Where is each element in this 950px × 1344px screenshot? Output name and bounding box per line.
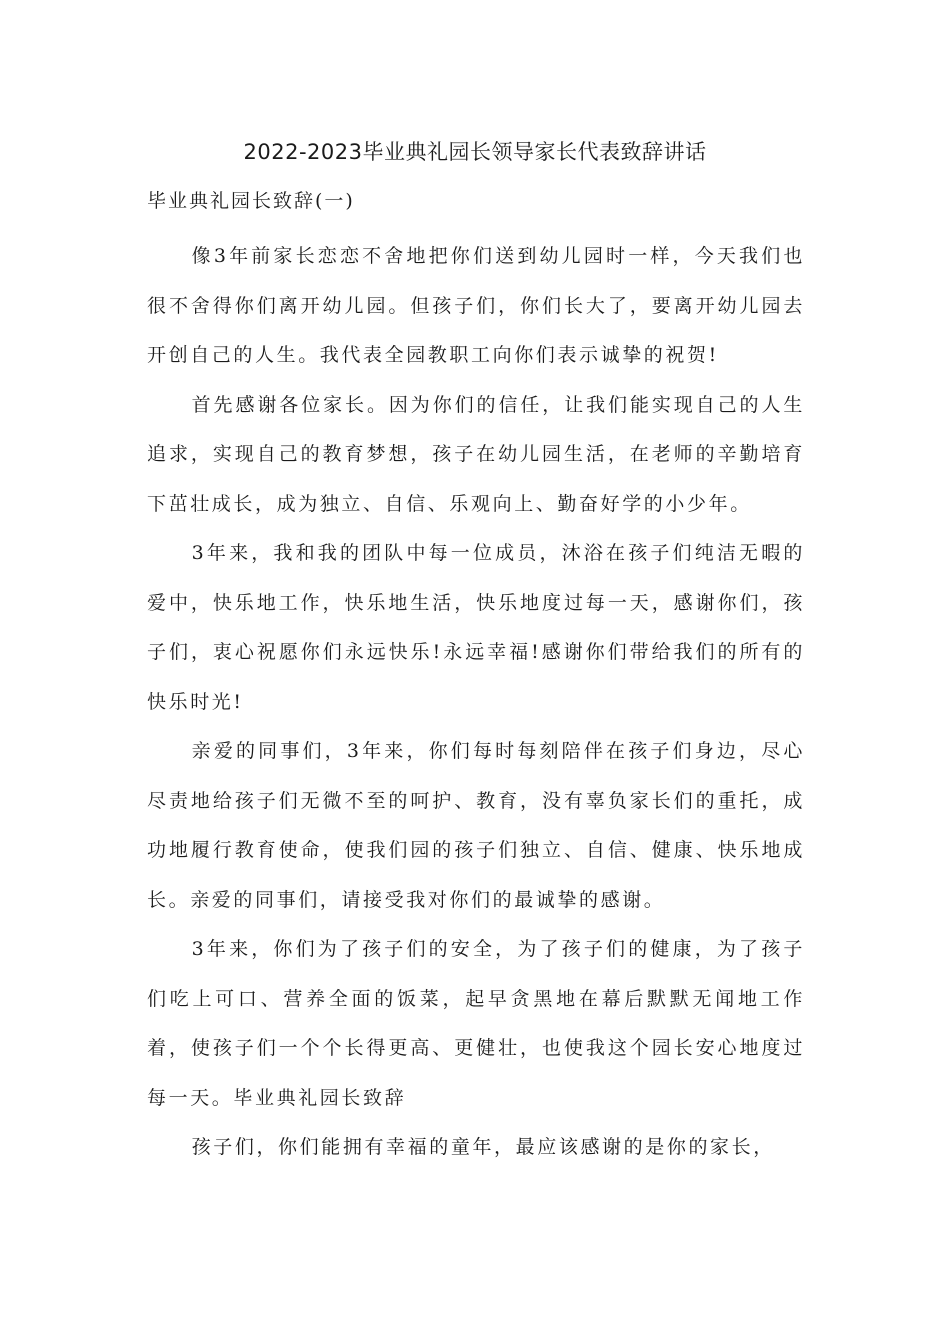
- paragraph: 孩子们，你们能拥有幸福的童年，最应该感谢的是你的家长，: [191, 1136, 775, 1158]
- paragraph: 3年来，我和我的团队中每一位成员，沐浴在孩子们纯洁无暇的爱中，快乐地工作，快乐地生活，快乐地度过每一天，感谢你们，孩子们，衷心祝愿你们永远快乐!永远幸福!感谢你们带给我们的所有的快乐时光!: [147, 542, 805, 713]
- document-title: 2022-2023毕业典礼园长领导家长代表致辞讲话: [243, 140, 707, 164]
- paragraph: 3年来，你们为了孩子们的安全，为了孩子们的健康，为了孩子们吃上可口、营养全面的饭菜，起早贪黑地在幕后默默无闻地工作着，使孩子们一个个长得更高、更健壮，也使我这个园长安心地度过每一天。毕业典礼园长致辞: [147, 938, 805, 1109]
- paragraph: 亲爱的同事们，3年来，你们每时每刻陪伴在孩子们身边，尽心尽责地给孩子们无微不至的呵护、教育，没有辜负家长们的重托，成功地履行教育使命，使我们园的孩子们独立、自信、健康、快乐地成长。亲爱的同事们，请接受我对你们的最诚挚的感谢。: [147, 740, 805, 911]
- paragraph: 像3年前家长恋恋不舍地把你们送到幼儿园时一样，今天我们也很不舍得你们离开幼儿园。但孩子们，你们长大了，要离开幼儿园去开创自己的人生。我代表全园教职工向你们表示诚挚的祝贺!: [147, 245, 805, 366]
- document-body: [147, 232, 805, 1173]
- paragraph: 首先感谢各位家长。因为你们的信任，让我们能实现自己的人生追求，实现自己的教育梦想，孩子在幼儿园生活，在老师的辛勤培育下茁壮成长，成为独立、自信、乐观向上、勤奋好学的小少年。: [147, 393, 805, 515]
- section-heading: 毕业典礼园长致辞(一): [147, 190, 355, 212]
